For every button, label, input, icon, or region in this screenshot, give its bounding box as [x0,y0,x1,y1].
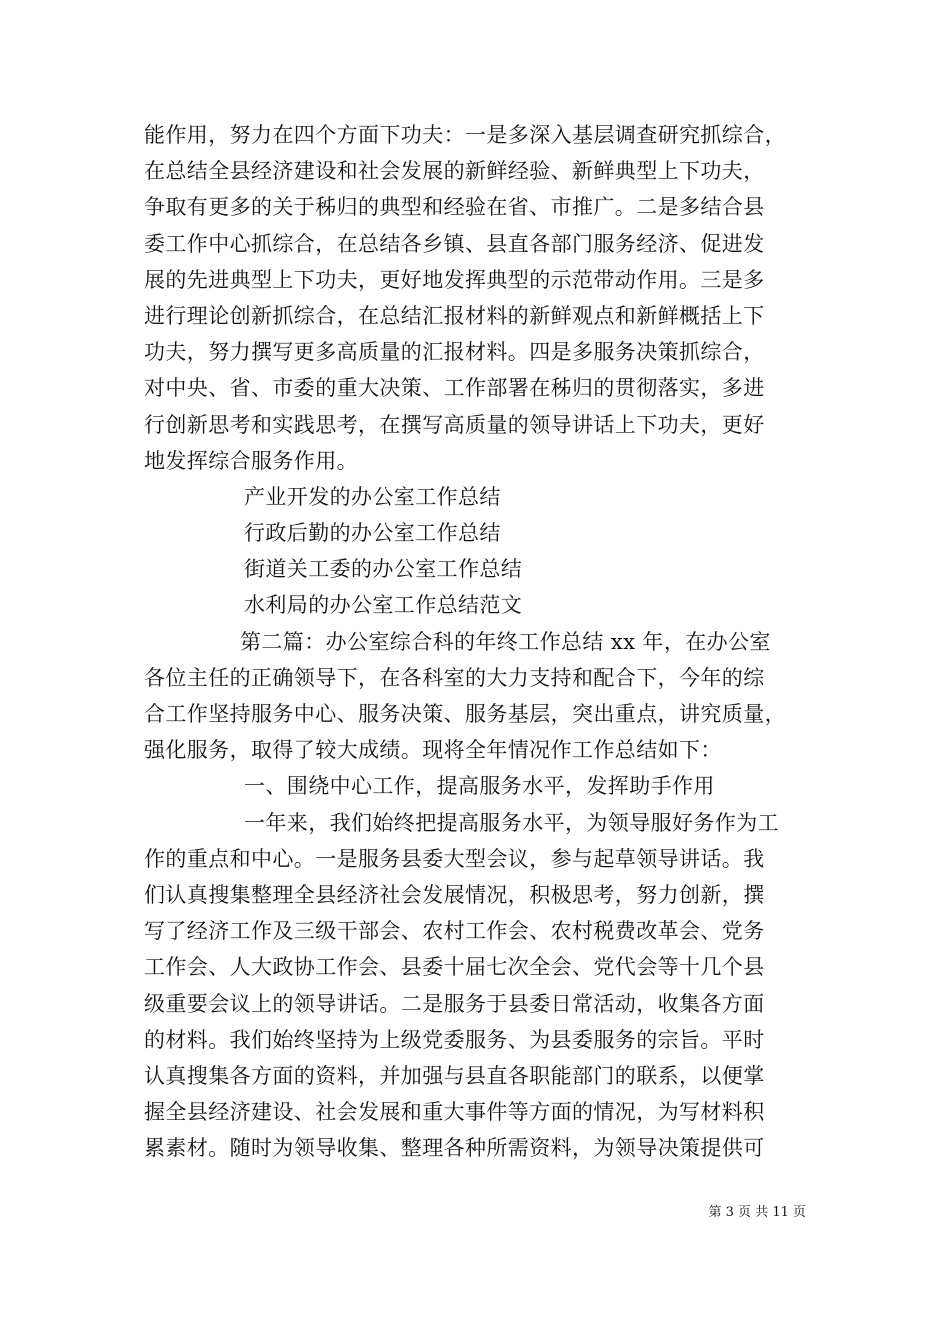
text-line: 功夫，努力撰写更多高质量的汇报材料。四是多服务决策抓综合， [144,340,765,365]
text-line: 的材料。我们始终坚持为上级党委服务、为县委服务的宗旨。平时 [144,1027,765,1052]
section-heading-line: 第二篇：办公室综合科的年终工作总结 xx 年，在办公室 [240,629,771,654]
text-line: 们认真搜集整理全县经济社会发展情况，积极思考，努力创新，撰 [144,882,765,907]
text-line: 行创新思考和实践思考，在撰写高质量的领导讲话上下功夫，更好 [144,412,765,437]
text-line: 累素材。随时为领导收集、整理各种所需资料，为领导决策提供可 [144,1136,765,1161]
text-line: 争取有更多的关于秭归的典型和经验在省、市推广。二是多结合县 [144,195,765,220]
text-line: 展的先进典型上下功夫，更好地发挥典型的示范带动作用。三是多 [144,267,765,292]
related-title-link: 行政后勤的办公室工作总结 [244,521,501,546]
text-line: 合工作坚持服务中心、服务决策、服务基层，突出重点，讲究质量， [144,702,786,726]
text-line: 工作会、人大政协工作会、县委十届七次全会、党代会等十几个县 [144,955,765,980]
related-title-link: 产业开发的办公室工作总结 [244,484,501,509]
text-line: 地发挥综合服务作用。 [144,448,358,473]
text-line: 在总结全县经济建设和社会发展的新鲜经验、新鲜典型上下功夫， [144,159,765,184]
text-line: 委工作中心抓综合，在总结各乡镇、县直各部门服务经济、促进发 [144,231,765,256]
text-line: 认真搜集各方面的资料，并加强与县直各职能部门的联系，以便掌 [144,1063,765,1088]
text-line: 握全县经济建设、社会发展和重大事件等方面的情况，为写材料积 [144,1100,765,1125]
related-title-link: 街道关工委的办公室工作总结 [244,557,523,582]
text-line: 作的重点和中心。一是服务县委大型会议，参与起草领导讲话。我 [144,846,765,871]
document-body [144,117,834,1166]
related-title-link: 水利局的办公室工作总结范文 [244,593,523,618]
text-line: 一年来，我们始终把提高服务水平，为领导服好务作为工 [244,810,779,835]
text-line: 进行理论创新抓综合，在总结汇报材料的新鲜观点和新鲜概括上下 [144,303,765,328]
page-number-footer: 第 3 页 共 11 页 [708,1205,806,1220]
text-line: 能作用，努力在四个方面下功夫：一是多深入基层调查研究抓综合， [144,123,786,147]
text-line: 写了经济工作及三级干部会、农村工作会、农村税费改革会、党务 [144,919,765,944]
subsection-heading: 一、围绕中心工作，提高服务水平，发挥助手作用 [244,774,715,799]
text-line: 对中央、省、市委的重大决策、工作部署在秭归的贯彻落实，多进 [144,376,765,401]
text-line: 各位主任的正确领导下，在各科室的大力支持和配合下，今年的综 [144,665,765,690]
text-line: 级重要会议上的领导讲话。二是服务于县委日常活动，收集各方面 [144,991,765,1016]
text-line: 强化服务，取得了较大成绩。现将全年情况作工作总结如下： [144,738,722,763]
